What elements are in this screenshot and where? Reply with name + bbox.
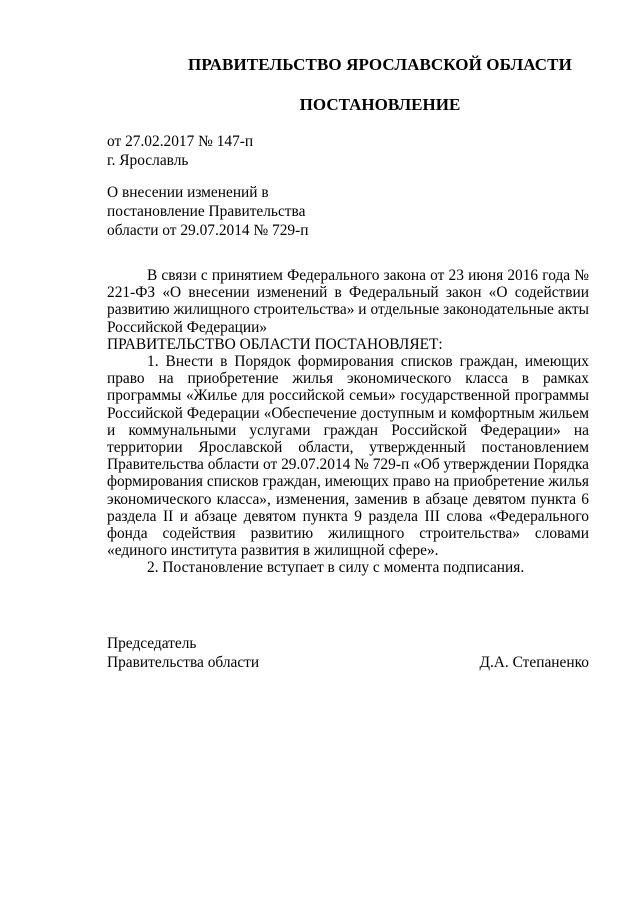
government-title: ПРАВИТЕЛЬСТВО ЯРОСЛАВСКОЙ ОБЛАСТИ [188, 55, 572, 74]
signatory-position: Правительства области [107, 654, 260, 671]
date-number: от 27.02.2017 № 147-п [107, 133, 254, 150]
document-meta [107, 132, 253, 170]
subject-line: О внесении изменений в [107, 184, 269, 201]
document-body [107, 267, 589, 577]
signatory-position: Председатель [107, 635, 197, 652]
document-type: ПОСТАНОВЛЕНИЕ [299, 95, 461, 114]
preamble-paragraph: В связи с принятием Федерального закона от 23 июня 2016 года № 221-ФЗ «О внесении изменений в Федеральный закон «О содействии развитию жилищного строительства» и отдельные законодательные акты Российской Федерации» [107, 267, 589, 336]
item-2-paragraph: 2. Постановление вступает в силу с момента подписания. [147, 559, 525, 577]
document-subject [107, 183, 308, 240]
signatory-name: Д.А. Степаненко [479, 654, 589, 671]
item-1-paragraph: 1. Внести в Порядок формирования списков граждан, имеющих право на приобретение жилья экономического класса в рамках программы «Жилье для российской семьи» государственной программы Российской Федерации «Обеспечение доступным и комфортным жильем и коммунальными услугами граждан Российской Федерации» на территории Ярославской области, утвержденный постановлением Правительства области от 29.07.2014 № 729-п «Об утверждении Порядка формирования списков граждан, имеющих право на приобретение жилья экономического класса», изменения, заменив в абзаце девятом пункта 6 раздела II и абзаце девятом пункта 9 раздела III слова «Федерального фонда содействия развитию жилищного строительства» словами «единого института развития в жилищной сфере». [107, 353, 589, 560]
signature-block [107, 634, 589, 672]
resolves-line: ПРАВИТЕЛЬСТВО ОБЛАСТИ ПОСТАНОВЛЯЕТ: [107, 335, 443, 353]
subject-line: постановление Правительства [107, 203, 306, 220]
city: г. Ярославль [107, 152, 189, 169]
subject-line: области от 29.07.2014 № 729-п [107, 222, 309, 239]
